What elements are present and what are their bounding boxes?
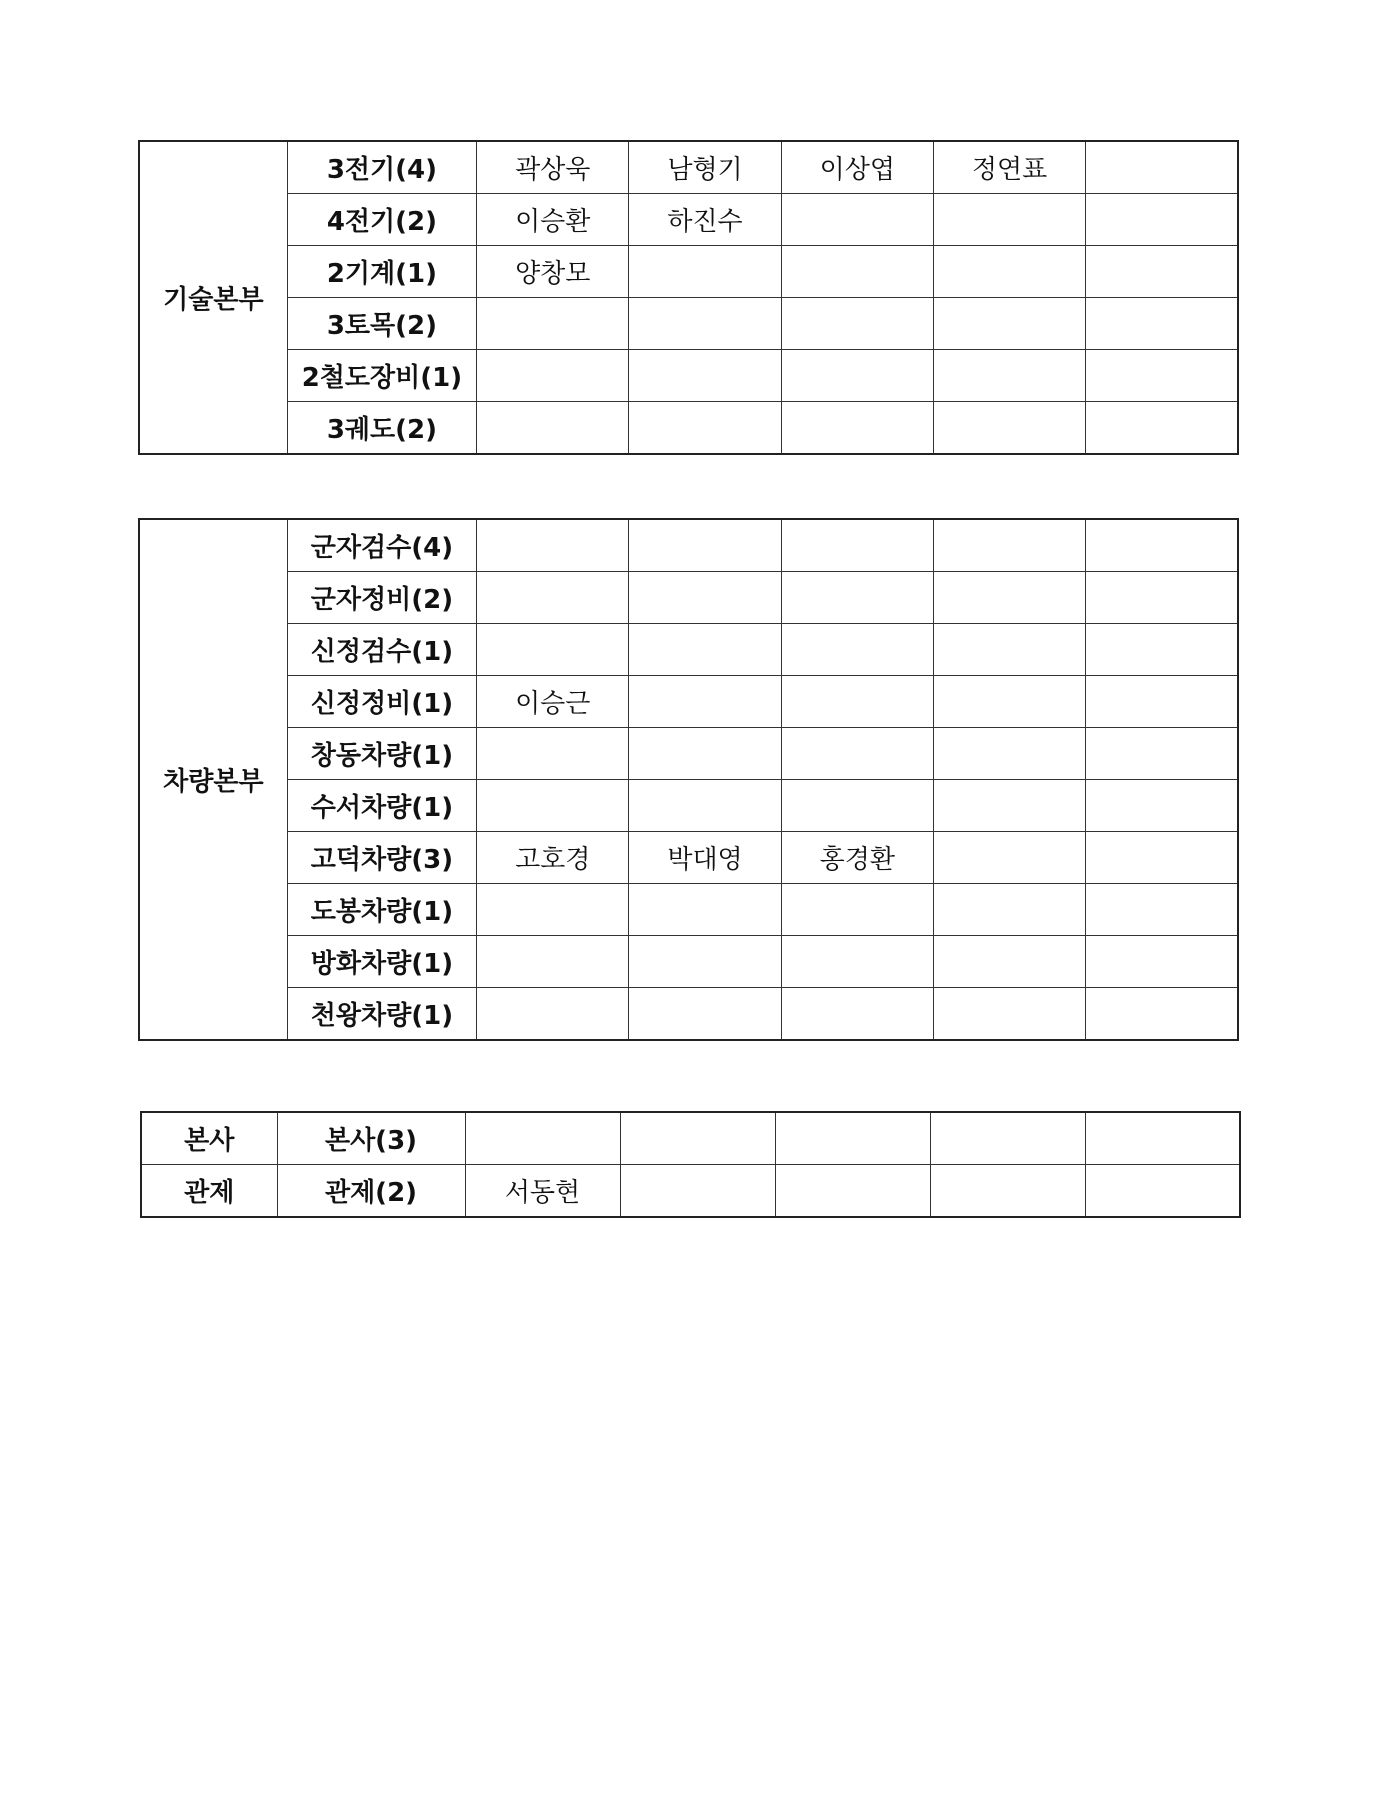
table-row <box>139 572 1238 624</box>
table-row <box>139 194 1238 246</box>
table-row <box>139 246 1238 298</box>
name-cell <box>629 728 781 780</box>
name-cell <box>477 884 629 936</box>
vehicle-division-table <box>138 518 1239 1041</box>
name-cell <box>933 780 1085 832</box>
name-cell <box>933 519 1085 572</box>
name-cell <box>781 988 933 1041</box>
name-cell: 남형기 <box>629 141 781 194</box>
position-cell: 고덕차량(3) <box>287 832 476 884</box>
name-cell: 하진수 <box>629 194 781 246</box>
name-cell <box>1086 988 1238 1041</box>
name-cell <box>1086 194 1238 246</box>
table-row <box>139 780 1238 832</box>
name-cell <box>477 936 629 988</box>
department-cell: 본사 <box>141 1112 277 1165</box>
name-cell <box>775 1165 930 1218</box>
name-cell <box>1086 572 1238 624</box>
name-cell <box>620 1165 775 1218</box>
name-cell <box>629 676 781 728</box>
table-row <box>139 298 1238 350</box>
name-cell <box>933 832 1085 884</box>
name-cell <box>629 402 781 455</box>
name-cell <box>629 572 781 624</box>
name-cell <box>1086 832 1238 884</box>
table-row <box>139 402 1238 455</box>
position-cell: 4전기(2) <box>287 194 476 246</box>
name-cell <box>629 936 781 988</box>
name-cell <box>1086 884 1238 936</box>
name-cell <box>477 350 629 402</box>
name-cell <box>620 1112 775 1165</box>
name-cell <box>1086 519 1238 572</box>
name-cell <box>933 298 1085 350</box>
name-cell <box>933 676 1085 728</box>
position-cell: 수서차량(1) <box>287 780 476 832</box>
name-cell <box>781 884 933 936</box>
name-cell <box>1086 624 1238 676</box>
position-cell: 본사(3) <box>277 1112 465 1165</box>
name-cell <box>1086 402 1238 455</box>
position-cell: 3토목(2) <box>287 298 476 350</box>
position-cell: 신정검수(1) <box>287 624 476 676</box>
name-cell <box>933 936 1085 988</box>
name-cell: 박대영 <box>629 832 781 884</box>
table-row <box>139 676 1238 728</box>
table-row <box>139 832 1238 884</box>
position-cell: 3궤도(2) <box>287 402 476 455</box>
name-cell: 곽상욱 <box>477 141 629 194</box>
name-cell <box>1086 298 1238 350</box>
name-cell <box>781 519 933 572</box>
name-cell <box>629 624 781 676</box>
position-cell: 3전기(4) <box>287 141 476 194</box>
name-cell <box>775 1112 930 1165</box>
name-cell: 이승환 <box>477 194 629 246</box>
name-cell: 이승근 <box>477 676 629 728</box>
name-cell <box>1086 780 1238 832</box>
name-cell <box>781 402 933 455</box>
position-cell: 관제(2) <box>277 1165 465 1218</box>
headquarters-control-table <box>140 1111 1241 1218</box>
name-cell <box>933 246 1085 298</box>
name-cell <box>1085 1112 1240 1165</box>
name-cell <box>477 780 629 832</box>
name-cell <box>1086 936 1238 988</box>
name-cell <box>1086 350 1238 402</box>
table-row <box>139 988 1238 1041</box>
table-row <box>139 624 1238 676</box>
name-cell <box>930 1112 1085 1165</box>
name-cell <box>781 298 933 350</box>
name-cell <box>477 728 629 780</box>
name-cell <box>933 194 1085 246</box>
name-cell <box>781 676 933 728</box>
name-cell <box>629 519 781 572</box>
name-cell <box>781 624 933 676</box>
name-cell: 홍경환 <box>781 832 933 884</box>
name-cell <box>781 728 933 780</box>
name-cell <box>781 246 933 298</box>
table-row <box>139 728 1238 780</box>
name-cell <box>629 780 781 832</box>
name-cell: 정연표 <box>933 141 1085 194</box>
position-cell: 신정정비(1) <box>287 676 476 728</box>
name-cell <box>477 624 629 676</box>
name-cell <box>933 624 1085 676</box>
name-cell <box>477 988 629 1041</box>
name-cell <box>933 350 1085 402</box>
name-cell <box>629 246 781 298</box>
name-cell: 고호경 <box>477 832 629 884</box>
position-cell: 군자정비(2) <box>287 572 476 624</box>
name-cell: 서동현 <box>465 1165 620 1218</box>
name-cell <box>477 519 629 572</box>
name-cell <box>781 350 933 402</box>
name-cell <box>1086 141 1238 194</box>
name-cell <box>477 298 629 350</box>
name-cell <box>933 884 1085 936</box>
table-row <box>139 519 1238 572</box>
name-cell <box>781 780 933 832</box>
table-row <box>139 936 1238 988</box>
name-cell <box>1086 676 1238 728</box>
name-cell <box>781 572 933 624</box>
name-cell <box>1086 728 1238 780</box>
position-cell: 2기계(1) <box>287 246 476 298</box>
position-cell: 2철도장비(1) <box>287 350 476 402</box>
name-cell <box>629 884 781 936</box>
name-cell <box>933 728 1085 780</box>
name-cell <box>477 572 629 624</box>
department-cell: 차량본부 <box>139 519 287 1040</box>
name-cell <box>629 988 781 1041</box>
table-row <box>141 1165 1240 1218</box>
name-cell <box>629 298 781 350</box>
table-row <box>139 350 1238 402</box>
name-cell <box>1085 1165 1240 1218</box>
department-cell: 관제 <box>141 1165 277 1218</box>
table-row <box>139 884 1238 936</box>
department-cell: 기술본부 <box>139 141 287 454</box>
name-cell <box>781 194 933 246</box>
name-cell <box>477 402 629 455</box>
name-cell <box>933 572 1085 624</box>
position-cell: 방화차량(1) <box>287 936 476 988</box>
name-cell <box>933 402 1085 455</box>
name-cell: 이상엽 <box>781 141 933 194</box>
table-row <box>139 141 1238 194</box>
position-cell: 군자검수(4) <box>287 519 476 572</box>
position-cell: 천왕차량(1) <box>287 988 476 1041</box>
name-cell <box>930 1165 1085 1218</box>
table-row <box>141 1112 1240 1165</box>
position-cell: 창동차량(1) <box>287 728 476 780</box>
name-cell <box>781 936 933 988</box>
position-cell: 도봉차량(1) <box>287 884 476 936</box>
name-cell <box>1086 246 1238 298</box>
name-cell <box>933 988 1085 1041</box>
name-cell <box>629 350 781 402</box>
name-cell <box>465 1112 620 1165</box>
technical-division-table <box>138 140 1239 455</box>
name-cell: 양창모 <box>477 246 629 298</box>
